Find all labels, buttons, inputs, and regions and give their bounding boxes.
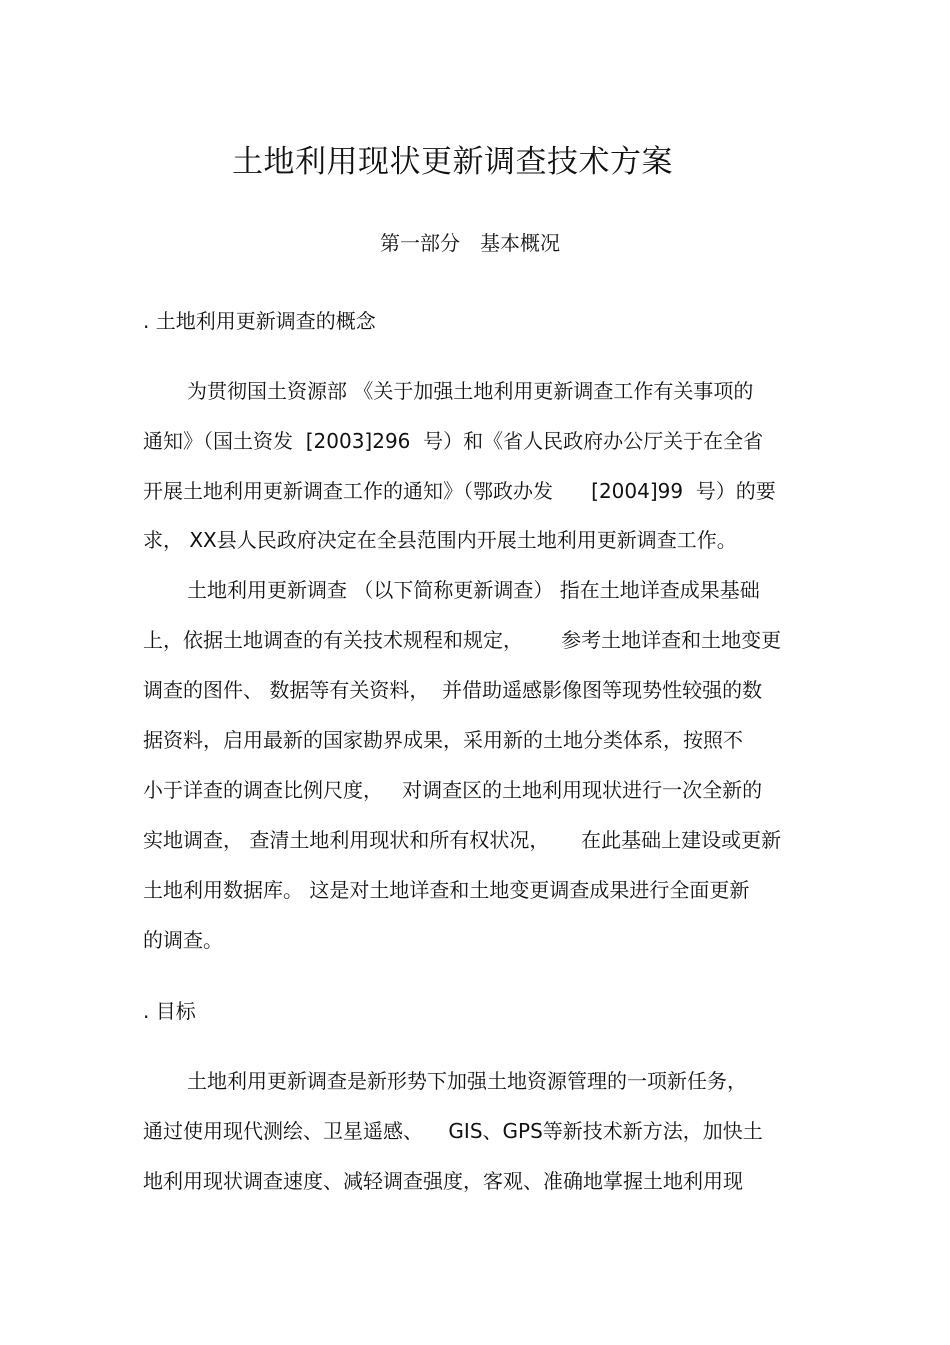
paragraph-line: 土地利用数据库。 这是对土地详查和土地变更调查成果进行全面更新	[143, 878, 750, 902]
section-heading-concept: . 土地利用更新调查的概念	[143, 309, 376, 333]
paragraph-line: 求， XX县人民政府决定在全县范围内开展土地利用更新调查工作。	[143, 528, 737, 552]
paragraph-line: 地利用现状调查速度、减轻调查强度，客观、准确地掌握土地利用现	[143, 1169, 743, 1193]
paragraph-line: 通知》（国土资发 [2003]296 号）和《省人民政府办公厅关于在全省	[143, 429, 764, 453]
paragraph-line: 调查的图件、 数据等有关资料， 并借助遥感影像图等现势性较强的数	[143, 678, 763, 702]
paragraph-line: 据资料，启用最新的国家勘界成果，采用新的土地分类体系，按照不	[143, 728, 743, 752]
paragraph-line: 小于详查的调查比例尺度， 对调查区的土地利用现状进行一次全新的	[143, 778, 763, 802]
paragraph-line: 土地利用更新调查是新形势下加强土地资源管理的一项新任务，	[187, 1069, 747, 1093]
paragraph-line: 实地调查， 查清土地利用现状和所有权状况， 在此基础上建设或更新	[143, 828, 782, 852]
paragraph-line: 的调查。	[143, 928, 223, 952]
paragraph-line: 土地利用更新调查 （以下简称更新调查） 指在土地详查成果基础	[187, 578, 760, 602]
paragraph-line: 上，依据土地调查的有关技术规程和规定， 参考土地详查和土地变更	[143, 628, 782, 652]
part-heading: 第一部分 基本概况	[380, 231, 560, 255]
paragraph-line: 为贯彻国土资源部 《关于加强土地利用更新调查工作有关事项的	[187, 379, 754, 403]
paragraph-line: 开展土地利用更新调查工作的通知》（鄂政办发 [2004]99 号）的要	[143, 479, 776, 503]
section-heading-goal: . 目标	[143, 999, 196, 1023]
document-title: 土地利用现状更新调查技术方案	[232, 144, 673, 180]
paragraph-line: 通过使用现代测绘、卫星遥感、 GIS、GPS等新技术新方法，加快土	[143, 1119, 763, 1143]
